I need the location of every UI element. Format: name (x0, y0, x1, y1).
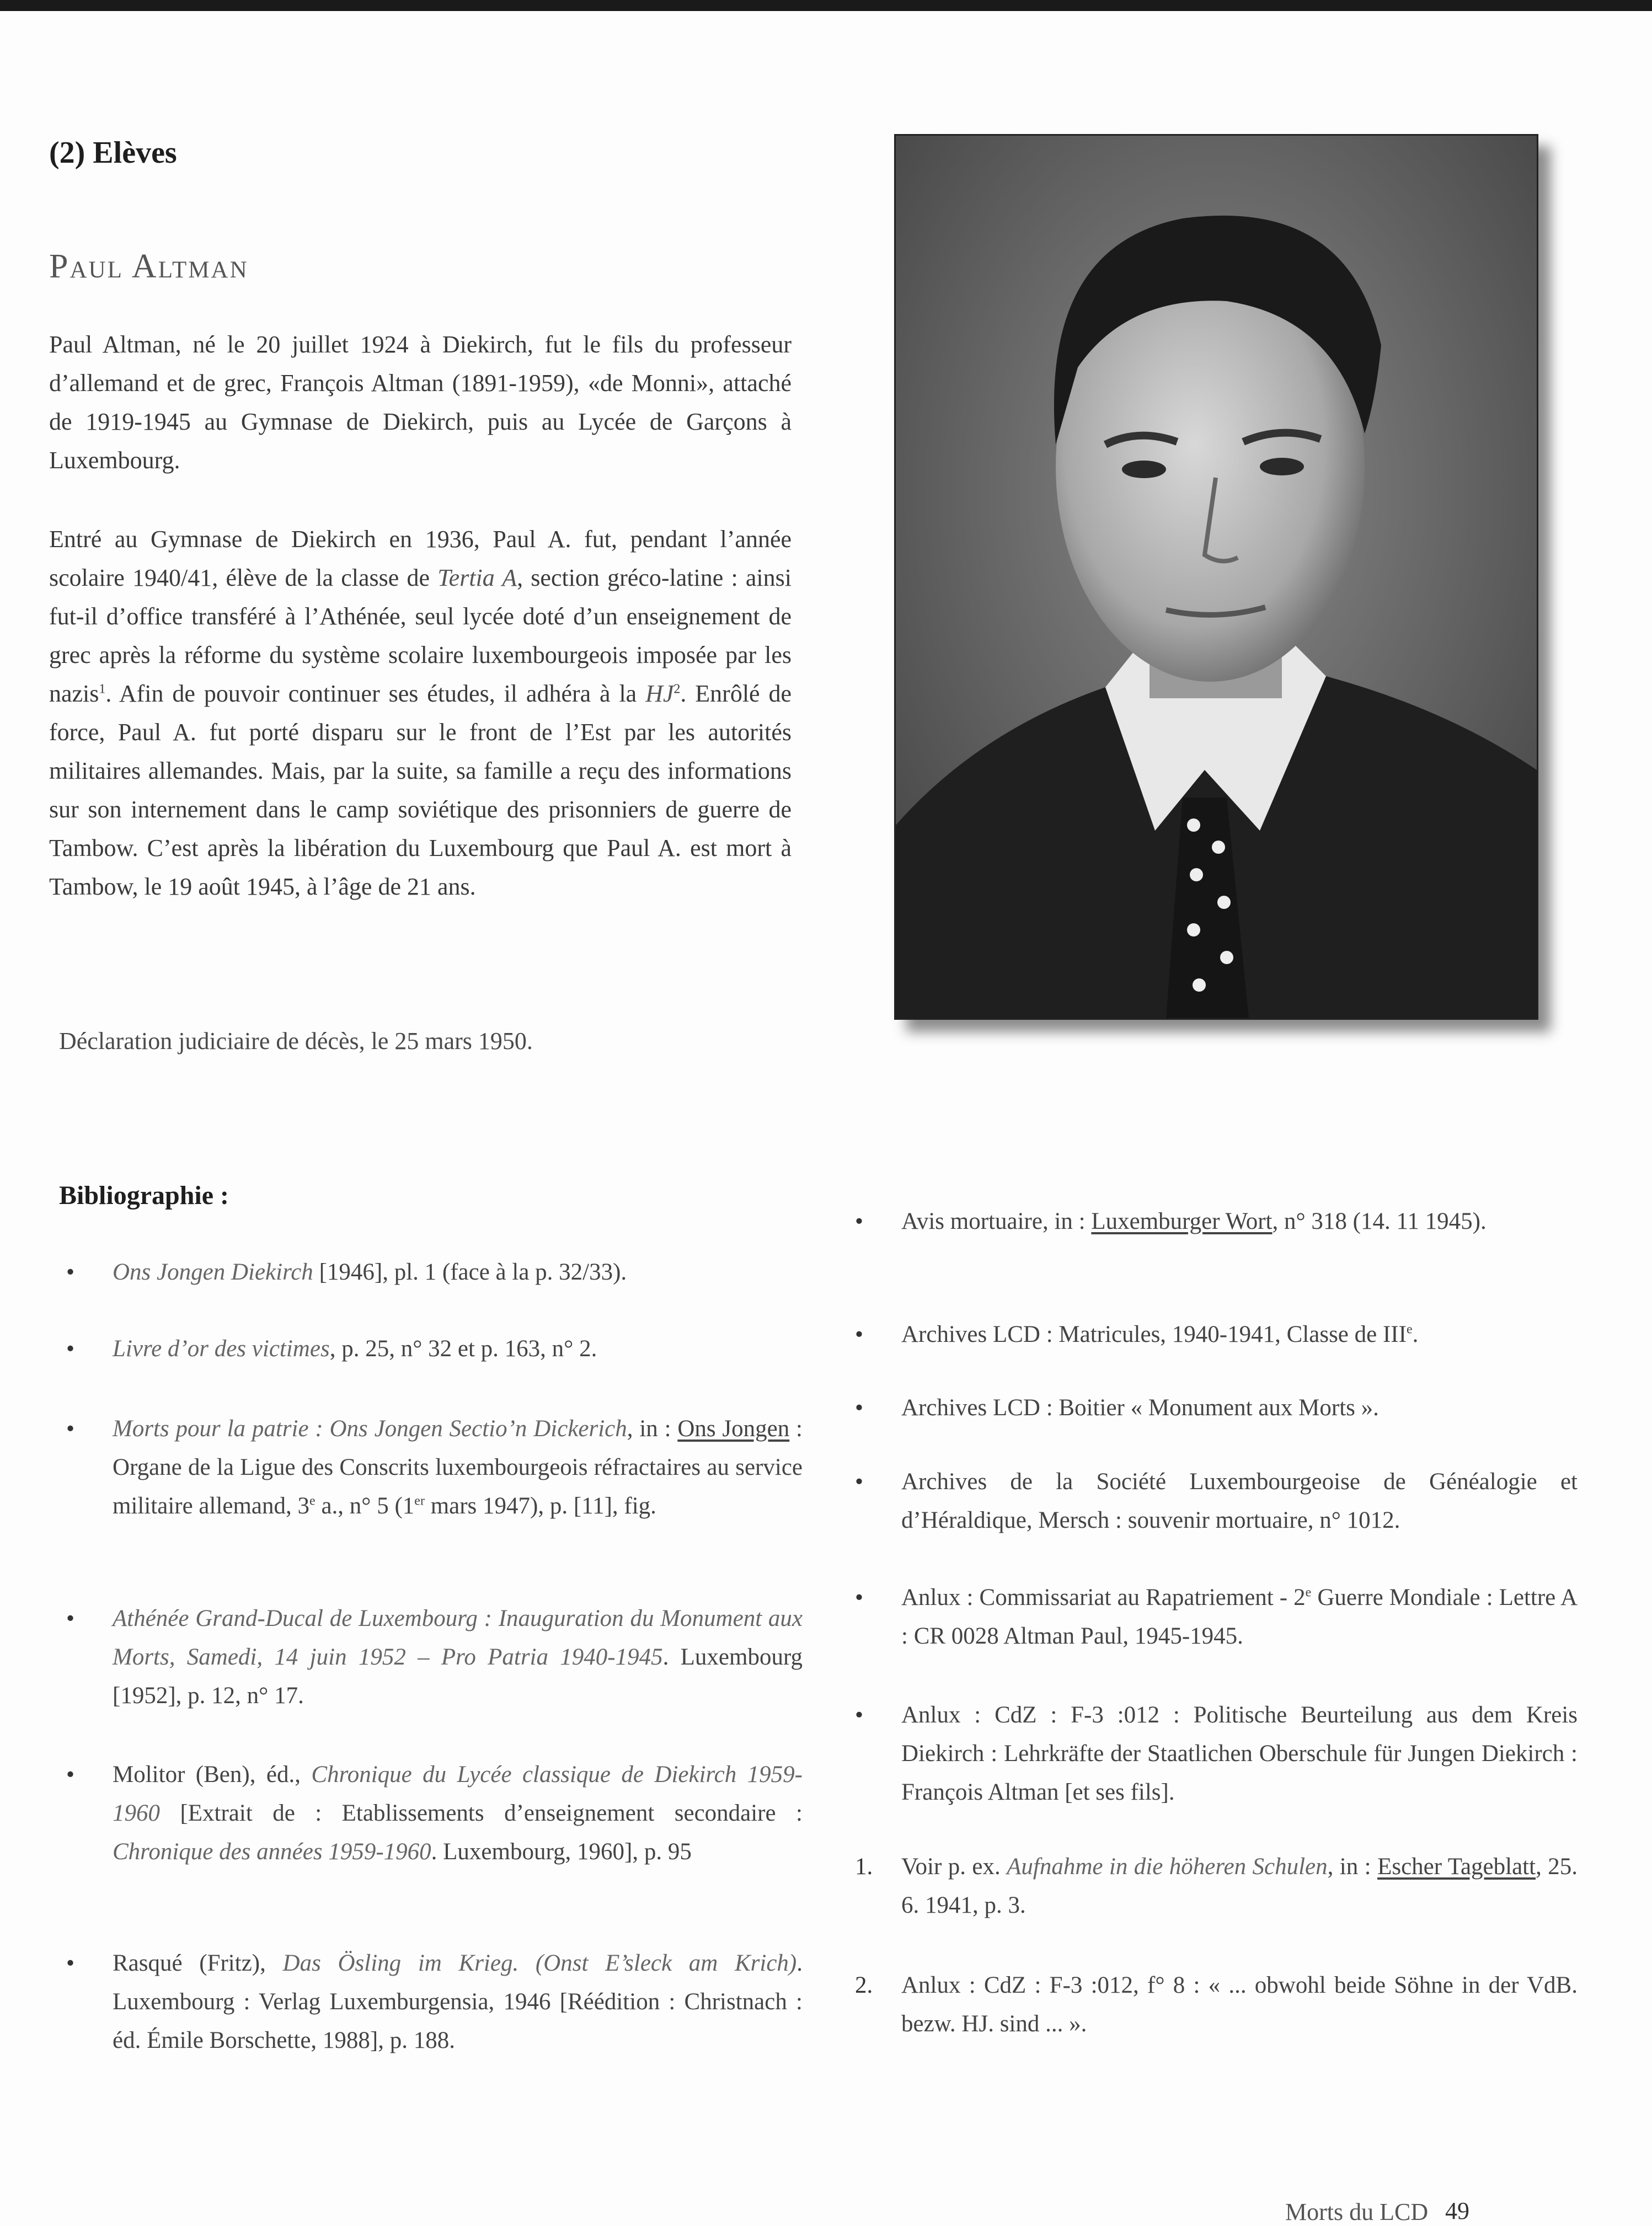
text-segment: . Afin de pouvoir continuer ses études, il adhéra à la (105, 680, 646, 707)
text-segment: , n° 318 (14. 11 1945). (1272, 1208, 1487, 1234)
text-segment: mars 1947), p. [11], fig. (424, 1493, 656, 1519)
footnote-number: 1. (855, 1854, 873, 1880)
bibliography-entry-text (901, 1578, 1578, 1656)
superscript: e (1305, 1585, 1312, 1600)
portrait-photo (894, 134, 1538, 1020)
bibliography-entry-text (113, 1330, 803, 1368)
bibliography-entry-text (901, 1696, 1578, 1812)
death-declaration: Déclaration judiciaire de décès, le 25 mars 1950. (59, 1028, 533, 1055)
text-segment: Archives LCD : Boitier « Monument aux Morts ». (901, 1395, 1379, 1421)
superscript: 2 (673, 682, 681, 697)
bibliography-entry-text (901, 1202, 1578, 1241)
text-segment: , in : (1327, 1854, 1378, 1880)
bullet-icon: • (66, 1950, 75, 1976)
biography-paragraph-2 (49, 520, 792, 906)
bullet-icon: • (66, 1606, 75, 1631)
bullet-icon: • (66, 1259, 75, 1285)
bullet-icon: • (66, 1762, 75, 1788)
bullet-icon: • (66, 1336, 75, 1362)
text-segment: [1946], pl. 1 (face à la p. 32/33). (313, 1259, 627, 1285)
section-title: (2) Elèves (49, 136, 177, 170)
bullet-icon: • (855, 1585, 864, 1610)
bibliography-title: Bibliographie : (59, 1181, 229, 1210)
text-segment: Molitor (Ben), éd., (113, 1762, 312, 1788)
text-segment: Voir p. ex. (901, 1854, 1007, 1880)
bullet-icon: • (66, 1416, 75, 1442)
text-segment: Chronique des années 1959-1960 (113, 1839, 431, 1865)
page-number: 49 (1445, 2197, 1469, 2224)
text-segment: Rasqué (Fritz), (113, 1950, 283, 1976)
text-segment: Anlux : CdZ : F-3 :012, f° 8 : « ... obwohl beide Söhne in der VdB. bezw. HJ. sind ... ». (901, 1972, 1578, 2037)
text-segment: . Luxembourg, 1960], p. 95 (431, 1839, 692, 1865)
bullet-icon: • (855, 1208, 864, 1234)
text-segment: HJ (645, 680, 674, 707)
text-segment: Archives de la Société Luxembourgeoise de Généalogie et d’Héraldique, Mersch : souvenir mortuaire, n° 1012. (901, 1469, 1578, 1533)
text-segment: Tertia A (437, 564, 517, 591)
bibliography-entry-text (113, 1253, 803, 1292)
person-name: Paul Altman (49, 248, 249, 285)
text-segment: Aufnahme in die höheren Schulen (1007, 1854, 1328, 1880)
bibliography-entry-text (901, 1315, 1578, 1354)
bullet-icon: • (855, 1395, 864, 1421)
text-segment: Ons Jongen Diekirch (113, 1259, 313, 1285)
bibliography-entry-text (113, 1410, 803, 1526)
superscript: e (309, 1494, 316, 1508)
bibliography-entry-text (113, 1944, 803, 2060)
bibliography-entry-text (901, 1463, 1578, 1540)
text-segment: Anlux : Commissariat au Rapatriement - 2 (901, 1585, 1306, 1610)
text-segment: Das Ösling im Krieg. (Onst E’sleck am Krich) (282, 1950, 797, 1976)
text-segment: Paul Altman, né le 20 juillet 1924 à Diekirch, fut le fils du professeur d’allemand et de grec, François Altman (1891-1959), «de Monni», attaché de 1919-1945 au Gymnase de Diekirch, puis au Lycée de Garçons à Luxembourg. (49, 331, 792, 474)
bibliography-entry-text (901, 1966, 1578, 2043)
text-segment: Anlux : CdZ : F-3 :012 : Politische Beurteilung aus dem Kreis Diekirch : Lehrkräfte der Staatlichen Oberschule für Jungen Diekirch : François Altman [et ses fils]. (901, 1702, 1578, 1805)
top-edge-bar (0, 0, 1652, 11)
bibliography-entry-text (901, 1389, 1578, 1427)
text-segment: Guerre Mondiale : Lettre A : CR 0028 Altman Paul, 1945-1945. (901, 1585, 1578, 1649)
text-segment: , 25. 6. 1941, p. 3. (901, 1854, 1578, 1918)
bullet-icon: • (855, 1702, 864, 1728)
text-segment: . Luxembourg [1952], p. 12, n° 17. (113, 1644, 803, 1709)
superscript: 1 (99, 682, 106, 697)
portrait-image (896, 136, 1537, 1018)
biography-paragraph-1 (49, 325, 792, 480)
text-segment: Athénée Grand-Ducal de Luxembourg : Inauguration du Monument aux Morts, Samedi, 14 juin 1952 – Pro Patria 1940-1945 (113, 1606, 803, 1670)
bullet-icon: • (855, 1469, 864, 1495)
cited-publication-title: Ons Jongen (677, 1416, 790, 1442)
text-segment: . Enrôlé de force, Paul A. fut porté disparu sur le front de l’Est par les autorités militaires allemandes. Mais, par la suite, sa famille a reçu des informations sur son internement dans le camp soviétique des prisonniers de guerre de Tambow. C’est après la libération du Luxembourg que Paul A. est mort à Tambow, le 19 août 1945, à l’âge de 21 ans. (49, 680, 792, 900)
superscript: e (1406, 1322, 1413, 1337)
bibliography-entry-text (113, 1756, 803, 1871)
text-segment: Morts pour la patrie : Ons Jongen Sectio’n Dickerich (113, 1416, 627, 1442)
text-segment: [Extrait de : Etablissements d’enseignement secondaire : (160, 1800, 803, 1826)
text-segment: , in : (627, 1416, 678, 1442)
text-segment: a., n° 5 (1 (315, 1493, 415, 1519)
cited-publication-title: Luxemburger Wort (1091, 1208, 1273, 1234)
text-segment: . Luxembourg : Verlag Luxemburgensia, 1946 [Réédition : Christnach : éd. Émile Borschette, 1988], p. 188. (113, 1950, 803, 2053)
text-segment: , section gréco-latine : ainsi fut-il d’office transféré à l’Athénée, seul lycée doté d’un enseignement de grec après la réforme du système scolaire luxembourgeois imposée par les nazis (49, 564, 792, 707)
superscript: er (414, 1494, 425, 1508)
cited-publication-title: Escher Tageblatt (1377, 1854, 1536, 1880)
text-segment: , p. 25, n° 32 et p. 163, n° 2. (329, 1336, 597, 1362)
running-footer-title: Morts du LCD (1285, 2198, 1429, 2225)
text-segment: Archives LCD : Matricules, 1940-1941, Classe de III (901, 1321, 1407, 1347)
text-segment: Livre d’or des victimes (113, 1336, 330, 1362)
bullet-icon: • (855, 1321, 864, 1347)
bibliography-entry-text (113, 1599, 803, 1715)
bibliography-entry-text (901, 1848, 1578, 1925)
footnote-number: 2. (855, 1972, 873, 1998)
text-segment: Entré au Gymnase de Diekirch en 1936, Paul A. fut, pendant l’année scolaire 1940/41, élève de la classe de (49, 526, 792, 591)
text-segment: . (1412, 1321, 1419, 1347)
text-segment: Avis mortuaire, in : (901, 1208, 1092, 1234)
text-segment: : Organe de la Ligue des Conscrits luxembourgeois réfractaires au service militaire allemand, 3 (113, 1416, 803, 1519)
text-segment: Chronique du Lycée classique de Diekirch 1959-1960 (113, 1762, 803, 1826)
